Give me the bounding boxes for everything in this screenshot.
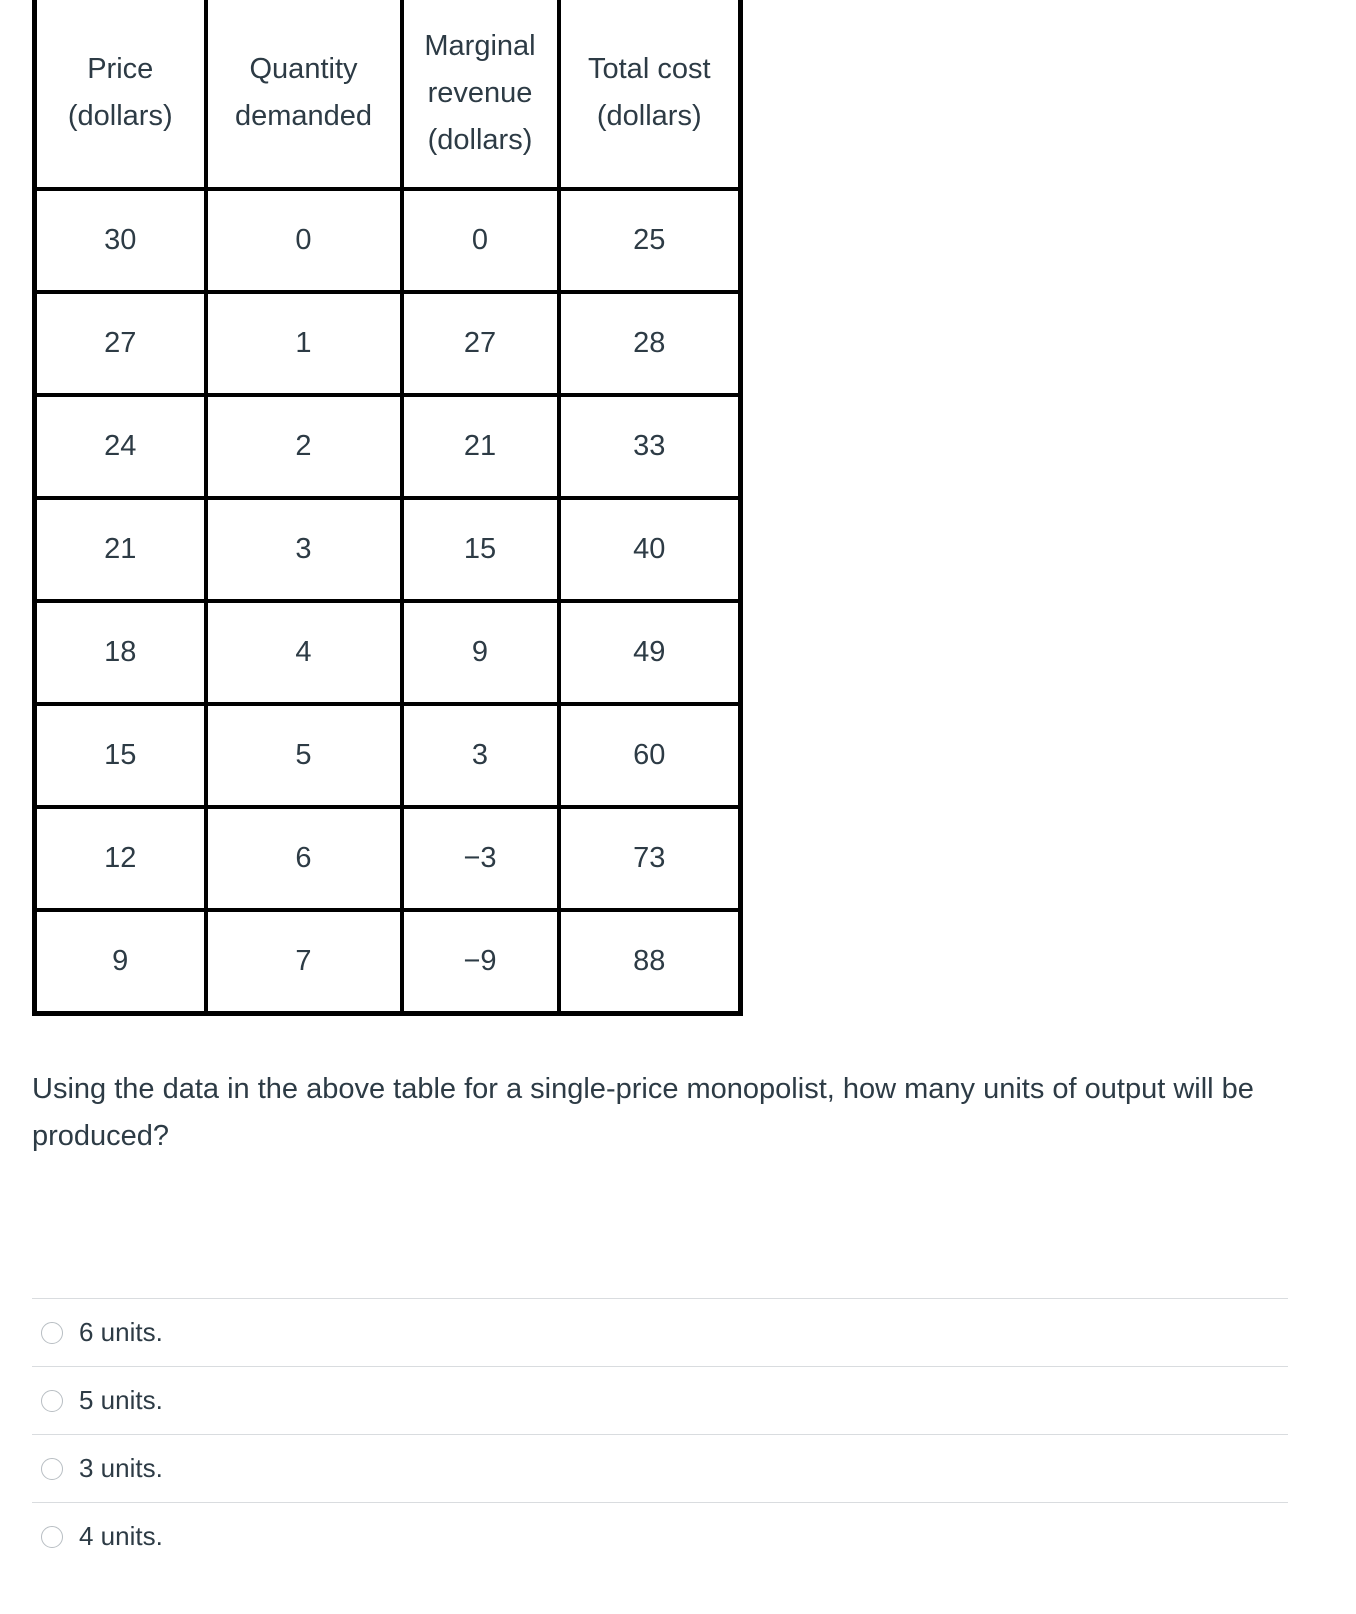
cell-marginal-revenue: −9 bbox=[402, 910, 559, 1014]
table-row bbox=[35, 395, 741, 498]
cell-price: 18 bbox=[35, 601, 206, 704]
answer-label[interactable]: 6 units. bbox=[79, 1317, 163, 1347]
answer-option[interactable] bbox=[32, 1298, 1288, 1366]
answer-option[interactable] bbox=[32, 1434, 1288, 1502]
cell-price: 12 bbox=[35, 807, 206, 910]
header-price: Price (dollars) bbox=[35, 0, 206, 189]
question-text: Using the data in the above table for a single-price monopolist, how many units of output will be produced? bbox=[32, 1073, 1254, 1152]
cell-price: 27 bbox=[35, 292, 206, 395]
cell-marginal-revenue: 15 bbox=[402, 498, 559, 601]
table-row bbox=[35, 292, 741, 395]
cell-marginal-revenue: 9 bbox=[402, 601, 559, 704]
cell-total-cost: 33 bbox=[559, 395, 741, 498]
radio-button[interactable] bbox=[41, 1526, 63, 1548]
cell-total-cost: 49 bbox=[559, 601, 741, 704]
cell-marginal-revenue: 0 bbox=[402, 189, 559, 292]
header-total-cost: Total cost (dollars) bbox=[559, 0, 741, 189]
table-row bbox=[35, 807, 741, 910]
cell-quantity: 0 bbox=[206, 189, 402, 292]
answer-label[interactable]: 4 units. bbox=[79, 1521, 163, 1551]
cell-total-cost: 60 bbox=[559, 704, 741, 807]
data-table bbox=[32, 0, 743, 1016]
cell-total-cost: 73 bbox=[559, 807, 741, 910]
answer-label[interactable]: 3 units. bbox=[79, 1453, 163, 1483]
cell-quantity: 7 bbox=[206, 910, 402, 1014]
header-marginal-revenue: Marginal revenue (dollars) bbox=[402, 0, 559, 189]
cell-quantity: 5 bbox=[206, 704, 402, 807]
cell-marginal-revenue: −3 bbox=[402, 807, 559, 910]
answer-option[interactable] bbox=[32, 1366, 1288, 1434]
radio-button[interactable] bbox=[41, 1458, 63, 1480]
cell-quantity: 6 bbox=[206, 807, 402, 910]
table-row bbox=[35, 498, 741, 601]
cell-price: 30 bbox=[35, 189, 206, 292]
cell-marginal-revenue: 27 bbox=[402, 292, 559, 395]
cell-total-cost: 40 bbox=[559, 498, 741, 601]
cell-total-cost: 25 bbox=[559, 189, 741, 292]
radio-button[interactable] bbox=[41, 1390, 63, 1412]
cell-price: 21 bbox=[35, 498, 206, 601]
cell-marginal-revenue: 3 bbox=[402, 704, 559, 807]
cell-quantity: 1 bbox=[206, 292, 402, 395]
cell-quantity: 4 bbox=[206, 601, 402, 704]
answer-label[interactable]: 5 units. bbox=[79, 1385, 163, 1415]
cell-quantity: 3 bbox=[206, 498, 402, 601]
cell-price: 15 bbox=[35, 704, 206, 807]
cell-marginal-revenue: 21 bbox=[402, 395, 559, 498]
table-row bbox=[35, 910, 741, 1014]
cell-total-cost: 28 bbox=[559, 292, 741, 395]
table-row bbox=[35, 189, 741, 292]
answer-list bbox=[32, 1298, 1288, 1570]
cell-price: 9 bbox=[35, 910, 206, 1014]
answer-option[interactable] bbox=[32, 1502, 1288, 1570]
table-header-row bbox=[35, 0, 741, 189]
header-quantity: Quantity demanded bbox=[206, 0, 402, 189]
radio-button[interactable] bbox=[41, 1322, 63, 1344]
cell-price: 24 bbox=[35, 395, 206, 498]
cell-total-cost: 88 bbox=[559, 910, 741, 1014]
table-row bbox=[35, 704, 741, 807]
cell-quantity: 2 bbox=[206, 395, 402, 498]
table-row bbox=[35, 601, 741, 704]
